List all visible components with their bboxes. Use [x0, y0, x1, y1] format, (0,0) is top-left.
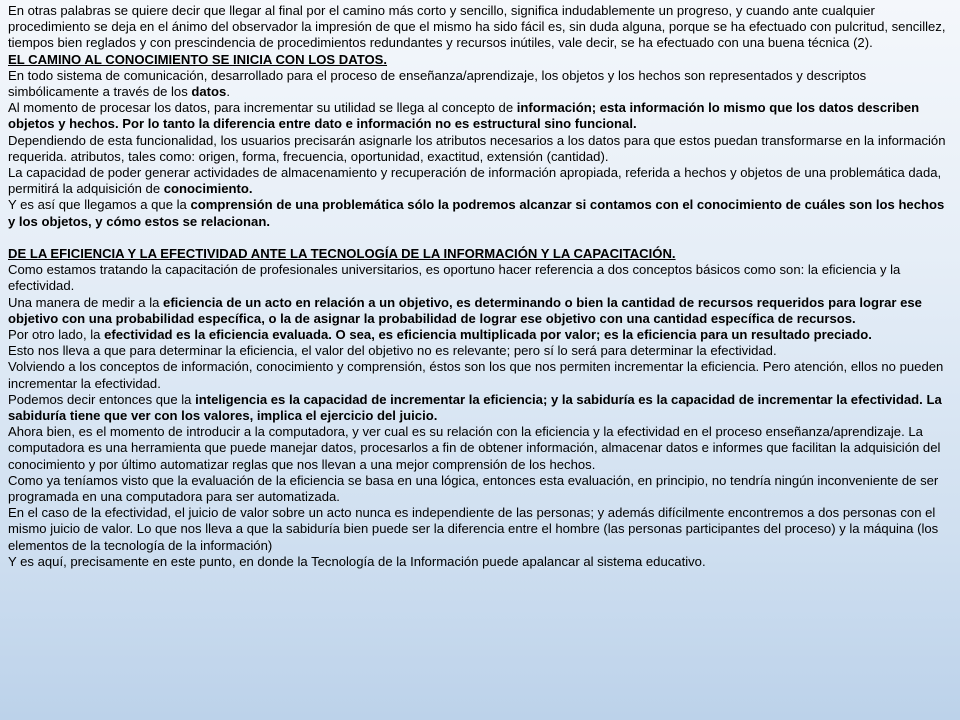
paragraph-efectividad: Por otro lado, la efectividad es la eficiencia evaluada. O sea, es eficiencia multiplicada por valor; es la eficiencia para un resultado preciado. — [8, 327, 872, 343]
paragraph-informacion: Al momento de procesar los datos, para incrementar su utilidad se llega al concepto de información; esta información lo mismo que los datos describen objetos y hechos. Por lo tanto la diferencia entre dato e información no es estructural sino funcional. — [8, 100, 920, 132]
paragraph-funcionalidad: Dependiendo de esta funcionalidad, los usuarios precisarán asignarle los atributos necesarios a los datos para que estos puedan transformarse en la información requerida. atributos, tales como: origen, forma, frecuencia, oportunidad, exactitud, extensión (cantidad). — [8, 132, 946, 164]
paragraph-inteligencia: Podemos decir entonces que la inteligencia es la capacidad de incrementar la eficiencia; y la sabiduría es la capacidad de incrementar la efectividad. La sabiduría tiene que ver con los valores, implica el ejercicio del juicio. — [8, 391, 942, 424]
paragraph-tecnica: En otras palabras se quiere decir que llegar al final por el camino más corto y sencillo, significa indudablemente un progreso, y cuando ante cualquier procedimiento se deja en el ánimo del observador la impresión de que el mismo ha sido fácil es, sin duda alguna, porque se ha efectuado con pulcritud, sencillez, tiempos bien reglados y con prescindencia de procedimientos redundantes y recursos inútiles, vale decir, se ha efectuado con una buena técnica (2). — [8, 3, 946, 51]
paragraph-capacitacion: Como estamos tratando la capacitación de profesionales universitarios, es oportuno hacer referencia a dos conceptos básicos como son: la eficiencia y la efectividad. — [8, 262, 901, 294]
paragraph-computadora: Ahora bien, es el momento de introducir a la computadora, y ver cual es su relación con la eficiencia y la efectividad en el proceso enseñanza/aprendizaje. La computadora es una herramienta que puede manejar datos, procesarlos a fin de obtener información, almacenar datos e informes que facilitan la adquisición del conocimiento y por último automatizar reglas que nos llevan a una mejor comprensión de los hechos. — [8, 424, 941, 472]
paragraph-conocimiento: La capacidad de poder generar actividades de almacenamiento y recuperación de información apropiada, referida a hechos y objetos de una problemática dada, permitirá la adquisición de conocimiento. — [8, 165, 942, 197]
paragraph-logica: Como ya teníamos visto que la evaluación de la eficiencia se basa en una lógica, entonces esta evaluación, en principio, no tendría ningún inconveniente de ser programada en una computadora para ser automatizada. — [8, 472, 939, 505]
paragraph-conclusion: Y es aquí, precisamente en este punto, en donde la Tecnología de la Información puede apalancar al sistema educativo. — [8, 553, 706, 569]
heading-eficiencia-efectividad: DE LA EFICIENCIA Y LA EFECTIVIDAD ANTE LA TECNOLOGÍA DE LA INFORMACIÓN Y LA CAPACITACIÓN. — [8, 246, 676, 262]
paragraph-valor-objetivo: Esto nos lleva a que para determinar la eficiencia, el valor del objetivo no es relevante; pero sí lo será para determinar la efectividad. — [8, 343, 777, 359]
spacer — [8, 230, 952, 246]
paragraph-datos: En todo sistema de comunicación, desarrollado para el proceso de enseñanza/aprendizaje, los objetos y los hechos son representados y descriptos simbólicamente a través de los datos. — [8, 67, 867, 100]
paragraph-comprension: Y es así que llegamos a que la comprensión de una problemática sólo la podremos alcanzar si contamos con el conocimiento de cuáles son los hechos y los objetos, y cómo estos se relacionan. — [8, 197, 945, 229]
document-body — [8, 3, 952, 570]
paragraph-eficiencia: Una manera de medir a la eficiencia de un acto en relación a un objetivo, es determinando o bien la cantidad de recursos requeridos para lograr ese objetivo con una probabilidad específica, o la de asignar la probabilidad de lograr ese objetivo con una cantidad específica de recursos. — [8, 294, 922, 326]
paragraph-juicio-valor: En el caso de la efectividad, el juicio de valor sobre un acto nunca es independiente de las personas; y además difícilmente encontremos a dos personas con el mismo juicio de valor. Lo que nos lleva a que la sabiduría bien puede ser la diferencia entre el hombre (las personas participantes del proceso) y la máquina (los elementos de la tecnología de la información) — [8, 505, 939, 553]
heading-camino-conocimiento: EL CAMINO AL CONOCIMIENTO SE INICIA CON LOS DATOS. — [8, 51, 388, 67]
paragraph-conceptos: Volviendo a los conceptos de información, conocimiento y comprensión, éstos son los que nos permiten incrementar la eficiencia. Pero atención, ellos no pueden incrementar la efectividad. — [8, 359, 944, 391]
